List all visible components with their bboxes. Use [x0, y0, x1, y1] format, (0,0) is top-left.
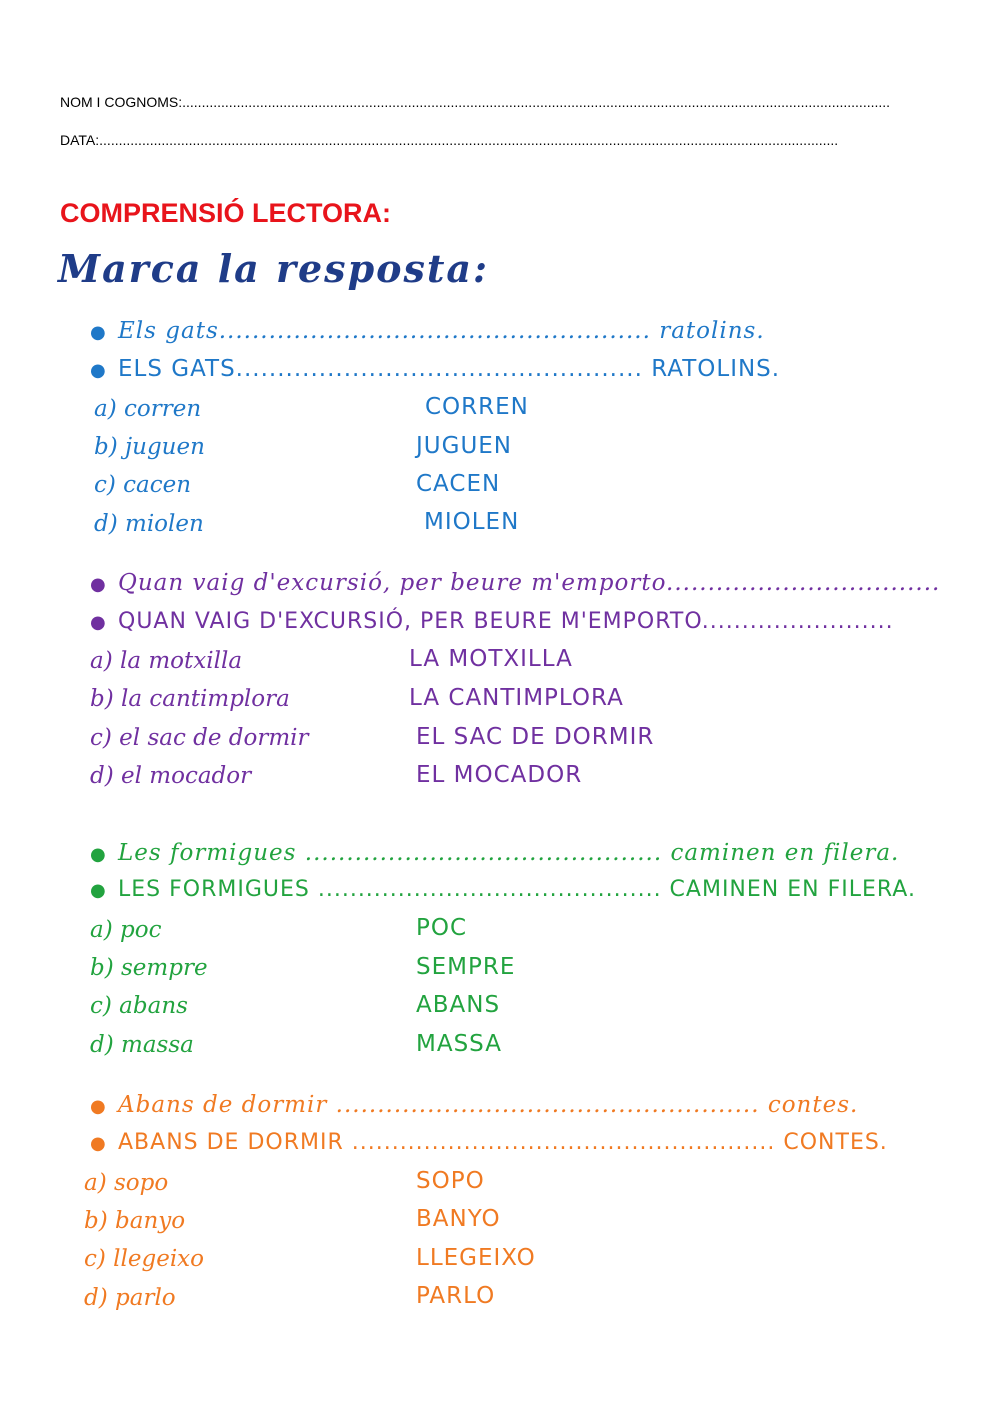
option-b-lower[interactable]: b) banyo: [84, 1208, 186, 1234]
option-a-upper[interactable]: CORREN: [425, 394, 529, 420]
bullet-icon: ●: [90, 574, 107, 595]
option-c-lower[interactable]: c) llegeixo: [84, 1246, 204, 1272]
question-2-sentence-cursive: ● Quan vaig d'excursió, per beure m'emporto.................................: [90, 570, 941, 596]
option-d-upper[interactable]: MIOLEN: [424, 509, 520, 535]
question-1-sentence-cursive: ● Els gats.................................................... ratolins.: [90, 318, 765, 344]
instruction: Marca la resposta:: [58, 246, 490, 291]
option-d-upper[interactable]: PARLO: [416, 1283, 496, 1309]
option-c-lower[interactable]: c) abans: [90, 993, 188, 1019]
option-a-upper[interactable]: LA MOTXILLA: [409, 646, 573, 672]
option-d-lower[interactable]: d) parlo: [84, 1285, 176, 1311]
option-c-upper[interactable]: LLEGEIXO: [416, 1245, 536, 1271]
option-b-upper[interactable]: JUGUEN: [416, 433, 513, 459]
option-b-upper[interactable]: BANYO: [416, 1206, 501, 1232]
page-title: COMPRENSIÓ LECTORA:: [60, 198, 392, 228]
date-field[interactable]: [60, 132, 838, 148]
date-label: DATA:: [60, 132, 100, 148]
bullet-icon: ●: [90, 844, 107, 865]
name-field[interactable]: [60, 94, 890, 110]
option-c-upper[interactable]: ABANS: [416, 992, 501, 1018]
option-c-lower[interactable]: c) cacen: [94, 472, 192, 498]
option-d-lower[interactable]: d) miolen: [94, 511, 204, 537]
question-1-sentence-upper: ● ELS GATS................................................. RATOLINS.: [90, 356, 781, 382]
bullet-icon: ●: [90, 360, 107, 381]
option-a-lower[interactable]: a) poc: [90, 917, 162, 943]
option-a-upper[interactable]: SOPO: [416, 1168, 485, 1194]
option-d-lower[interactable]: d) massa: [90, 1032, 194, 1058]
bullet-icon: ●: [90, 1096, 107, 1117]
option-a-lower[interactable]: a) sopo: [84, 1170, 169, 1196]
question-3-sentence-cursive: ● Les formigues ........................................... caminen en filera.: [90, 840, 900, 866]
bullet-icon: ●: [90, 880, 107, 901]
name-label: NOM I COGNOMS:: [60, 94, 183, 110]
option-b-lower[interactable]: b) sempre: [90, 955, 208, 981]
bullet-icon: ●: [90, 612, 107, 633]
option-b-upper[interactable]: SEMPRE: [416, 954, 516, 980]
option-b-lower[interactable]: b) la cantimplora: [90, 686, 290, 712]
option-c-upper[interactable]: EL SAC DE DORMIR: [416, 724, 655, 750]
question-4-sentence-upper: ● ABANS DE DORMIR ..................................................... CONTES.: [90, 1130, 888, 1155]
option-d-lower[interactable]: d) el mocador: [90, 763, 252, 789]
option-b-upper[interactable]: LA CANTIMPLORA: [409, 685, 624, 711]
option-b-lower[interactable]: b) juguen: [94, 434, 205, 460]
question-4-sentence-cursive: ● Abans de dormir ................................................... contes.: [90, 1092, 859, 1118]
option-c-upper[interactable]: CACEN: [416, 471, 501, 497]
option-d-upper[interactable]: EL MOCADOR: [416, 762, 583, 788]
option-a-lower[interactable]: a) la motxilla: [90, 648, 243, 674]
question-3-sentence-upper: ● LES FORMIGUES ........................................... CAMINEN EN FILERA.: [90, 877, 916, 902]
option-c-lower[interactable]: c) el sac de dormir: [90, 725, 309, 751]
option-d-upper[interactable]: MASSA: [416, 1031, 502, 1057]
question-2-sentence-upper: ● QUAN VAIG D'EXCURSIÓ, PER BEURE M'EMPORTO........................: [90, 609, 894, 634]
bullet-icon: ●: [90, 1133, 107, 1154]
option-a-lower[interactable]: a) corren: [94, 396, 202, 422]
bullet-icon: ●: [90, 322, 107, 343]
option-a-upper[interactable]: POC: [416, 915, 468, 941]
date-dotted-line: ..............................................................................................................................................................................................: [99, 132, 839, 148]
name-dotted-line: ......................................................................................................................................................................................: [182, 94, 891, 110]
